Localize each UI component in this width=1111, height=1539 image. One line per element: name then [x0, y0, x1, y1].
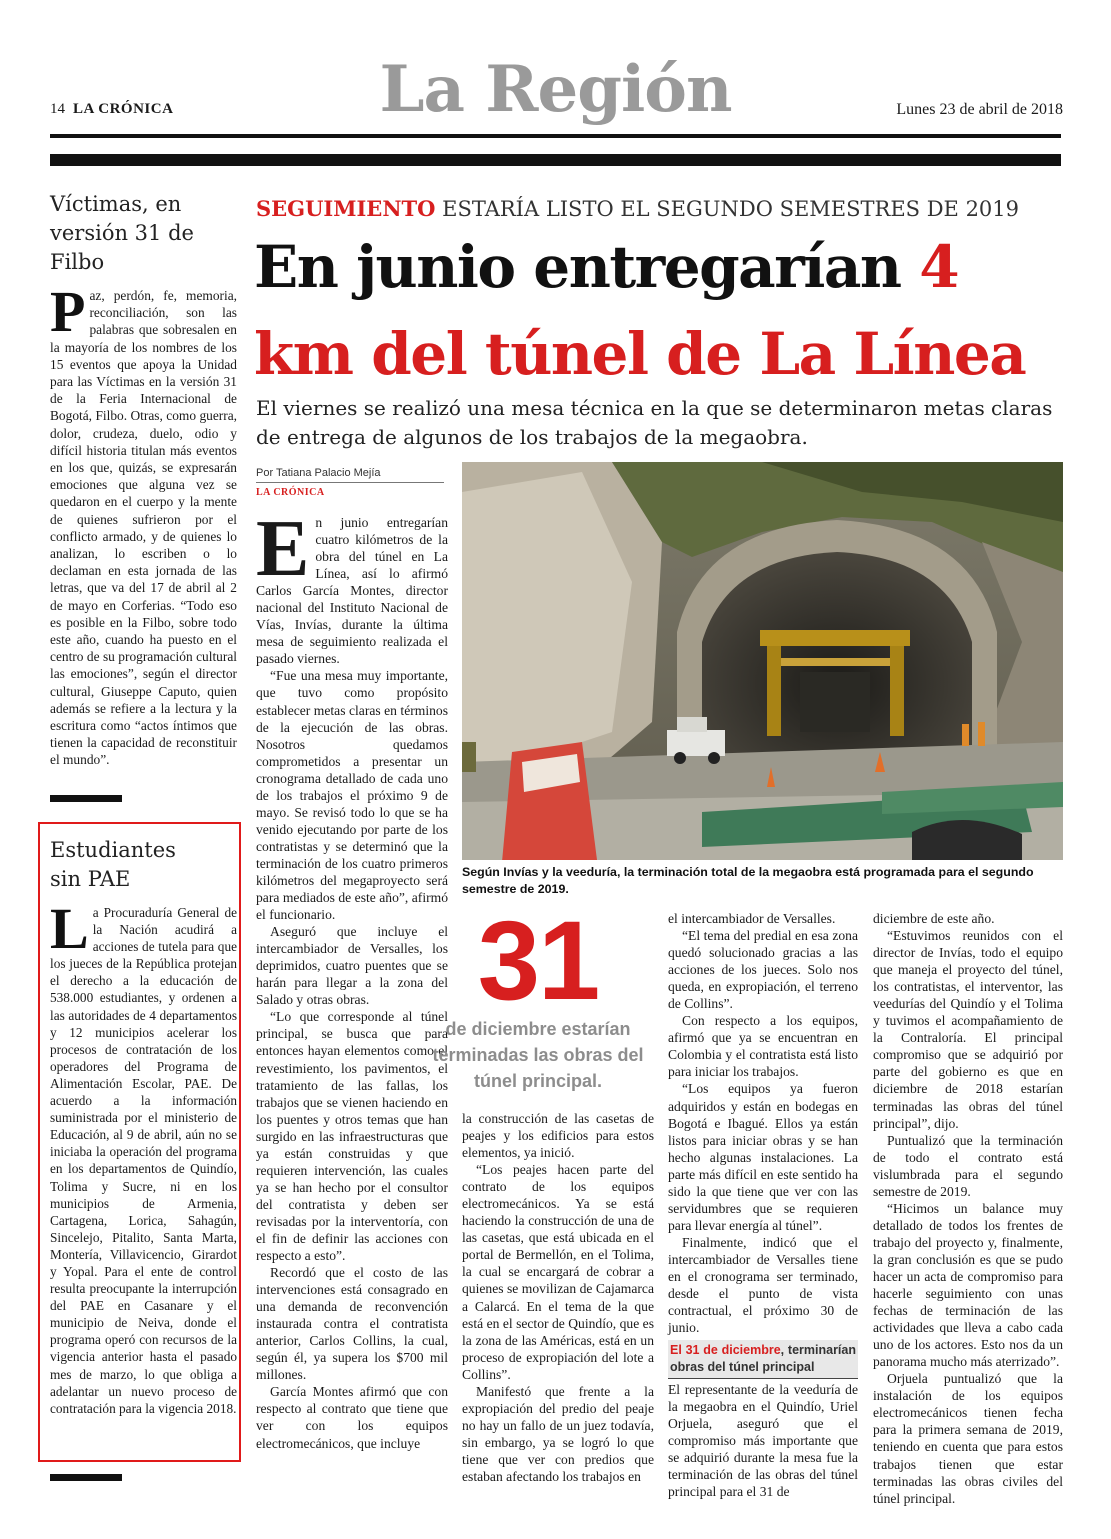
- paragraph: En junio entregarían cuatro kilómetros de la obra del túnel en La Línea, así lo afirmó Carlos García Montes, director nacional del Instituto Nacional de Vías, Invías, durante la última mesa de seguimiento realizada el pasado viernes.: [256, 505, 448, 667]
- kicker-text: ESTARÍA LISTO EL SEGUNDO SEMESTRES DE 2019: [442, 197, 1020, 221]
- paragraph: “Los equipos ya fueron adquiridos y están en bodegas en Bogotá e Ibagué. Ellos ya están listos para iniciar obras y se han hecho algunas instalaciones. La parte más difícil en este sentido ha sido la que tiene que ver con las servidumbres que se requieren para llevar energía al túnel”.: [668, 1081, 858, 1233]
- sidebar-divider: [50, 1474, 122, 1481]
- sidebar-body: Paz, perdón, fe, memoria, reconciliación, son las palabras que sobresalen en la mayoría de los nombres de los 15 eventos que apoya la Unidad para las Víctimas en la versión 31 de la Feria Internacional de Bogotá, Filbo. Otras, como guerra, dolor, crudeza, duelo, odio y difícil historia titulan más eventos en los que, quizás, se expresarán emociones que alguna vez se quedaron en el cuerpo y la mente de quienes sufrieron por el conflicto armado, y de quienes lo analizan, lo escriben o lo declaman en esta jornada de las letras, que va del 17 de abril al 2 de mayo en Corferias. “Todo eso es posible en la Filbo, sobre todo este año, cuando ha puesto en el centro de su programación cultural las emociones”, según el director cultural, Giuseppe Caputo, quien además se refiere a la lectura y la escritura como “actos íntimos que tienen la capacidad de reconstituir el mundo”.: [50, 279, 237, 768]
- paragraph: Con respecto a los equipos, afirmó que ya se encuentran en Colombia y el contratista está listo para iniciar los trabajos.: [668, 1013, 858, 1080]
- byline-publication: LA CRÓNICA: [256, 487, 325, 498]
- paragraph: “Lo que corresponde al túnel principal, se busca que para entonces hayan elementos como el revestimiento, los pavimentos, el tratamiento de las fallas, los trabajos que se vienen haciendo en los puentes y otros temas que han surgido en las infraestructuras que ya están construidas y que requieren intervención, las cuales ya se han hecho por el consultor del contratista y deben ser revisadas por la interventoría, con el fin de definir las acciones con respecto a esto”.: [256, 1009, 448, 1264]
- issue-date: Lunes 23 de abril de 2018: [896, 101, 1063, 118]
- byline-rule: [256, 482, 444, 483]
- section-title: La Región: [379, 52, 732, 127]
- kicker: [256, 196, 1019, 221]
- paragraph: diciembre de este año.: [873, 911, 995, 926]
- publication-name: LA CRÓNICA: [73, 101, 174, 117]
- sidebar-title: Estudiantes sin PAE: [50, 838, 176, 891]
- page-number: 14 LA CRÓNICA: [50, 101, 174, 117]
- sidebar-estudiantes: [50, 836, 237, 1417]
- paragraph: “Fue una mesa muy importante, que tuvo como propósito establecer metas claras en términos de la ejecución de las obras. Nosotros quedamos comprometidos a presentar un cronograma detallado de cada uno de los trabajos el próximo 9 de mayo. Se revisó todo lo que se ha venido ejecutando por parte de los contratistas y se determinó que la terminación de los cuatro primeros kilómetros del megaproyecto será para mediados de este año”, afirmó el funcionario.: [256, 668, 448, 923]
- article-column-2: [462, 1110, 654, 1485]
- tunnel-photo-illustration: [462, 462, 1063, 860]
- paragraph: “El tema del predial en esa zona quedó solucionado gracias a las acciones de los jueces. Solo nos queda, en expropiación, el terreno de Collins”.: [668, 928, 858, 1012]
- pullquote-number: 31: [477, 898, 599, 1023]
- paragraph: Manifestó que frente a la expropiación del predio del peaje no hay un fallo de un juez todavía, sin embargo, ya se logró lo que tiene que ver con predios que estaban afectando los trabajos en: [462, 1383, 654, 1484]
- paragraph: Finalmente, indicó que el intercambiador de Versalles tiene en el cronograma ser terminado, desde el punto de vista contractual, el próximo 30 de junio.: [668, 1234, 858, 1336]
- paragraph: el intercambiador de Versalles.: [668, 911, 836, 926]
- sidebar-victimas: [50, 190, 237, 769]
- kicker-label: SEGUIMIENTO: [256, 196, 436, 221]
- headline-number: 4: [919, 233, 959, 301]
- deck: El viernes se realizó una mesa técnica en la que se determinaron metas claras de entrega de algunos de los trabajos de la megaobra.: [256, 396, 1053, 449]
- pullquote-text: de diciembre estarían terminadas las obras del túnel principal.: [432, 1019, 644, 1091]
- sidebar-title: Víctimas, en versión 31 de Filbo: [50, 192, 194, 274]
- paragraph: Aseguró que incluye el intercambiador de Versalles, los deprimidos, cuatro puentes que se harán para llegar a la zona del Salado y otras obras.: [256, 924, 448, 1008]
- paragraph: la construcción de las casetas de peajes y los edificios para estos elementos, ya inició.: [462, 1111, 654, 1161]
- paragraph: “Estuvimos reunidos con el director de Invías, todo el equipo que maneja el proyecto del túnel, los contratistas, el interventor, las veedurías del Quindío y el Tolima y tuvimos el acompañamiento de la Contraloría. El principal compromiso que se adquirió por parte del gobierno es que en diciembre de 2018 estarían terminadas las obras del túnel principal”, dijo.: [873, 928, 1063, 1131]
- paragraph: “Los peajes hacen parte del contrato de los equipos electromecánicos. Ya se está haciendo la construcción de una de las casetas, que está ubicada en el portal de Bermellón, en el Tolima, la cual se encargará de cobrar a quienes se movilizan de Cajamarca a Calarcá. En el tema de la que está en el sector de Quindío, que es la zona de las Américas, está en un proceso de expropiación del lote a Collins”.: [462, 1162, 654, 1382]
- byline: Por Tatiana Palacio Mejía: [256, 467, 381, 479]
- paragraph: Orjuela puntualizó que la instalación de los equipos electromecánicos tienen fecha para la primera semana de 2019, teniendo en cuenta que para estos trabajos tienen que estar terminadas las obras civiles del túnel principal.: [873, 1371, 1063, 1506]
- tunnel-photo: [462, 462, 1063, 860]
- article-column-3: [668, 910, 858, 1501]
- paragraph: Recordó que el costo de las intervenciones está consagrado en una demanda de reconvención instaurada contra el contratista anterior, Carlos Collins, la cual, según él, ya supera los $700 mil millones.: [256, 1265, 448, 1383]
- subhead: El 31 de diciembre, terminarían obras del túnel principal: [668, 1340, 858, 1379]
- sidebar-divider: [50, 795, 122, 802]
- photo-caption: Según Invías y la veeduría, la terminación total de la megaobra está programada para el segundo semestre de 2019.: [462, 865, 1034, 896]
- article-column-4: [873, 910, 1063, 1507]
- paragraph: García Montes afirmó que con respecto al contrato que tiene que ver con los equipos electromecánicos, que incluye: [256, 1384, 448, 1451]
- paragraph: Puntualizó que la terminación de todo el contrato está vislumbrada para el segundo semestre de 2019.: [873, 1132, 1063, 1199]
- paragraph: “Hicimos un balance muy detallado de todos los frentes de trabajo del proyecto y, finalmente, la gran conclusión es que se pudo hacer un acta de compromiso para hacerle seguimiento con unas fechas de terminación de las actividades que lleva a cabo cada uno de los actores. Esto nos da un panorama mucho más aterrizado”.: [873, 1200, 1063, 1370]
- header-rule-thick: [50, 154, 1061, 166]
- headline-line2: km del túnel de La Línea: [254, 320, 1026, 388]
- headline: En junio entregarían 4 km del túnel de La Línea: [254, 233, 1026, 388]
- header-rule-thin: [50, 134, 1061, 138]
- dropcap: P: [50, 279, 86, 344]
- dropcap: E: [256, 505, 310, 593]
- sidebar-body: La Procuraduría General de la Nación acudirá a acciones de tutela para que los jueces de la República protejan el derecho a la educación de 538.000 estudiantes, y ordenen a las autoridades de 4 departamentos y 12 municipios acelerar los procesos de contratación de los operadores del Programa de Alimentación Escolar, PAE. De acuerdo a la información suministrada por el ministerio de Educación, al 9 de abril, aún no se iniciaba la operación del programa en los departamentos de Quindío, Tolima y Sucre, ni en los municipios de Armenia, Cartagena, Lorica, Sahagún, Sincelejo, Pitalito, Santa Marta, Montería, Villavicencio, Girardot y Yopal. Para el ente de control resulta preocupante la interrupción del PAE en Casanare y el municipio de Neiva, donde el programa operó con recursos de la vigencia anterior hasta el pasado mes de marzo, lo que obliga a adelantar un nuevo proceso de contratación para la vigencia 2018.: [50, 896, 237, 1416]
- dropcap: L: [50, 896, 89, 961]
- paragraph: El representante de la veeduría de la megaobra en el Quindío, Uriel Orjuela, aseguró que el compromiso más importante que se adquirió durante la mesa fue la terminación de las obras del túnel principal para el 31 de: [668, 1382, 858, 1500]
